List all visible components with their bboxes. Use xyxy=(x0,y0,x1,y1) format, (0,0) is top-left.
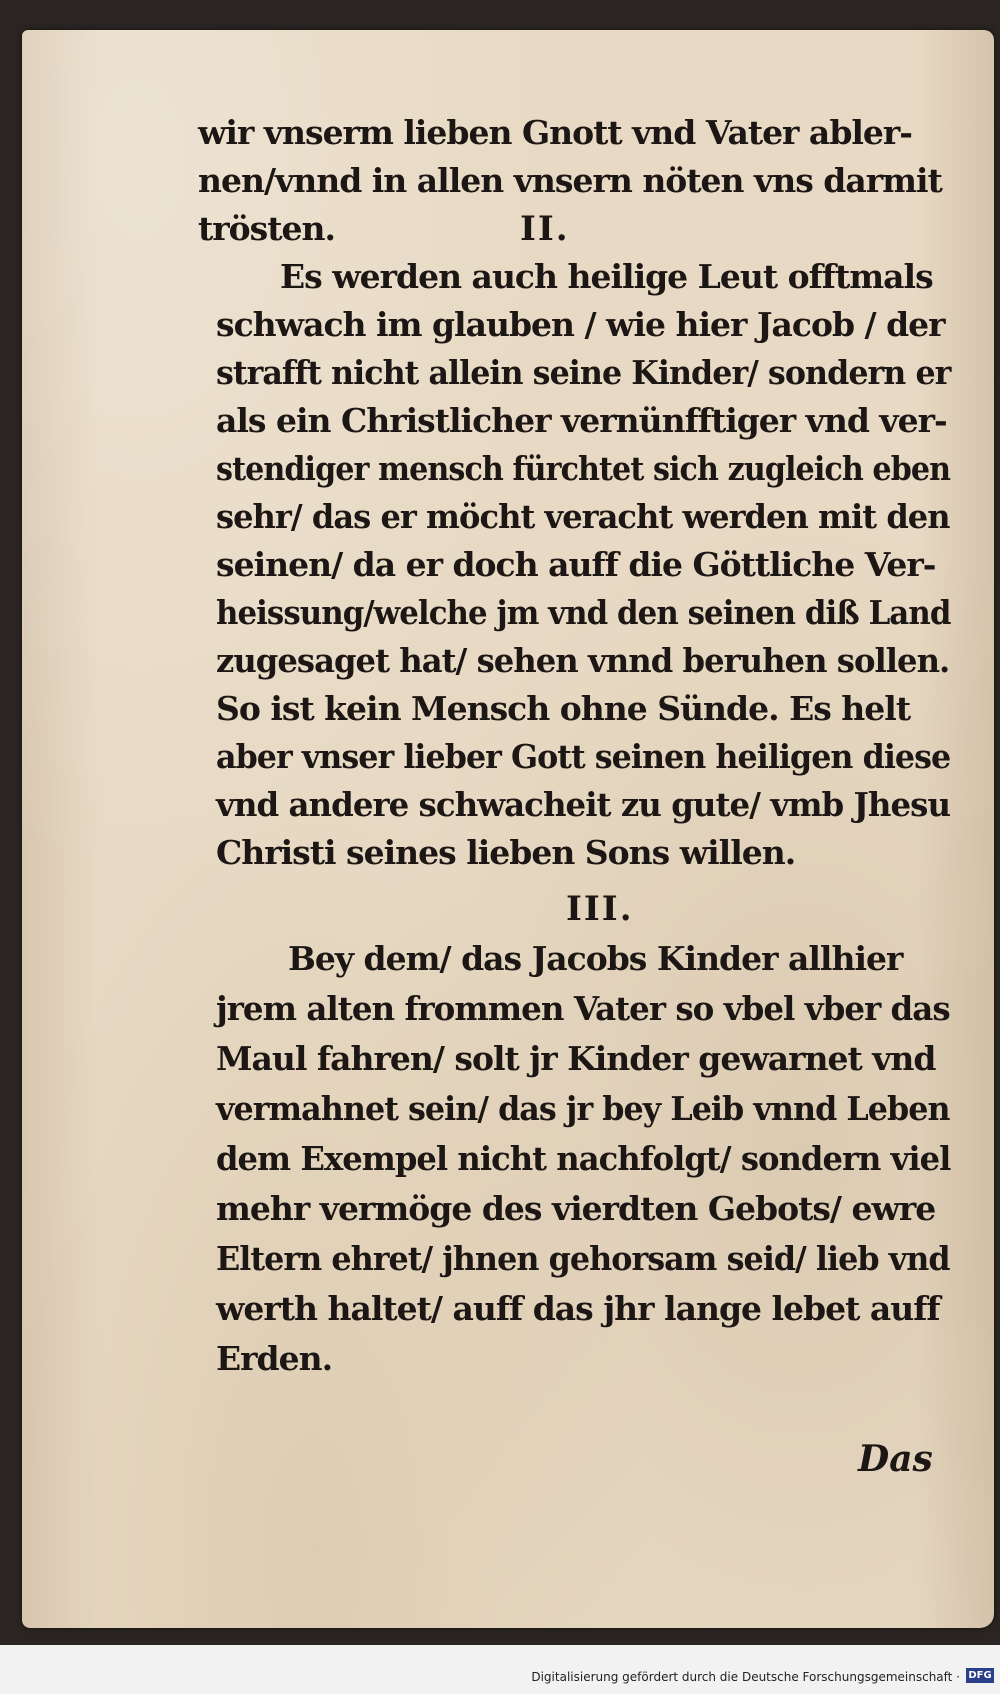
text-line: seinen/ da er doch auff die Göttliche Ver- xyxy=(216,545,936,584)
text-line: So ist kein Mensch ohne Sünde. Es helt xyxy=(216,689,911,728)
text-line: stendiger mensch fürchtet sich zugleich eben xyxy=(216,449,951,488)
text-line: vnd andere schwacheit zu gute/ vmb Jhesu xyxy=(216,785,951,824)
text-line: werth haltet/ auff das jhr lange lebet auff xyxy=(216,1289,940,1328)
text-line: vermahnet sein/ das jr bey Leib vnnd Leben xyxy=(216,1089,950,1128)
catchword: Das xyxy=(858,1438,933,1480)
text-line: Maul fahren/ solt jr Kinder gewarnet vnd xyxy=(216,1039,936,1078)
section-number-ii: II. xyxy=(520,209,570,249)
text-line: wir vnserm lieben Gnott vnd Vater abler- xyxy=(198,113,913,152)
text-line: aber vnser lieber Gott seinen heiligen diese xyxy=(216,737,951,776)
text-line: schwach im glauben / wie hier Jacob / der xyxy=(216,305,945,344)
text-line: Es werden auch heilige Leut offtmals xyxy=(280,257,933,296)
text-line: dem Exempel nicht nachfolgt/ sondern viel xyxy=(216,1139,951,1178)
text-line: als ein Christlicher vernünfftiger vnd ver- xyxy=(216,401,947,440)
text-line: zugesaget hat/ sehen vnnd beruhen sollen. xyxy=(216,641,950,680)
text-line: trösten. xyxy=(198,209,335,248)
text-line: Eltern ehret/ jhnen gehorsam seid/ lieb vnd xyxy=(216,1239,950,1278)
footer-credit: Digitalisierung gefördert durch die Deutsche Forschungsgemeinschaft · xyxy=(531,1670,960,1684)
text-line: strafft nicht allein seine Kinder/ sondern er xyxy=(216,353,951,392)
text-line: Bey dem/ das Jacobs Kinder allhier xyxy=(288,939,903,978)
text-line: heissung/welche jm vnd den seinen diß Land xyxy=(216,593,951,632)
text-line: mehr vermöge des vierdten Gebots/ ewre xyxy=(216,1189,936,1228)
text-line: Christi seines lieben Sons willen. xyxy=(216,833,796,872)
dfg-logo: DFG xyxy=(966,1668,994,1683)
text-line: jrem alten frommen Vater so vbel vber das xyxy=(216,989,950,1028)
text-line: sehr/ das er möcht veracht werden mit den xyxy=(216,497,950,536)
text-line: nen/vnnd in allen vnsern nöten vns darmit xyxy=(198,161,942,200)
section-number-iii: III. xyxy=(566,889,634,929)
text-line: Erden. xyxy=(216,1339,333,1378)
